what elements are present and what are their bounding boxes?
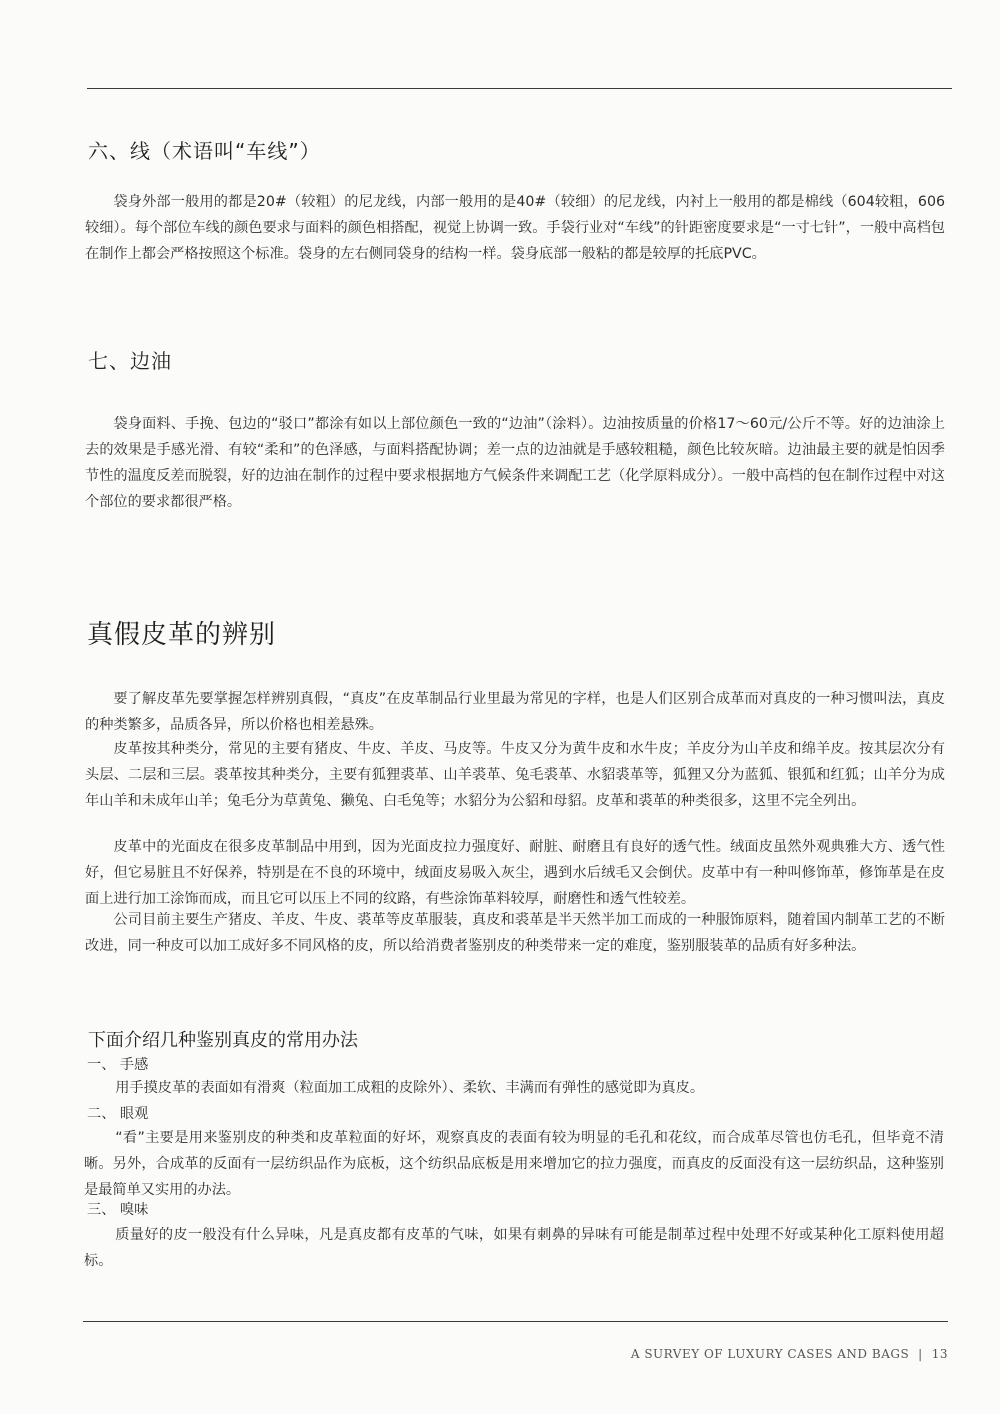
paragraph-leather-4: 公司目前主要生产猪皮、羊皮、牛皮、裘革等皮革服装，真皮和裘革是半天然半加工而成的一种服饰原料，随着国内制革工艺的不断改进，同一种皮可以加工成好多不同风格的皮，所以给消费者鉴别皮的种类带来一定的难度，鉴别服装革的品质有好多种法。 <box>85 912 945 954</box>
methods-heading: 下面介绍几种鉴别真皮的常用办法 <box>88 1030 358 1051</box>
top-rule <box>87 88 952 89</box>
method-text-smell: 质量好的皮一般没有什么异味，凡是真皮都有皮革的气味，如果有刺鼻的异味有可能是制革过程中处理不好或某种化工原料使用超标。 <box>84 1227 944 1269</box>
footer-separator: | <box>918 1347 923 1361</box>
page-footer <box>631 1347 948 1361</box>
method-text-look: “看”主要是用来鉴别皮的种类和皮革粒面的好坏，观察真皮的表面有较为明显的毛孔和花纹，而合成革尽管也仿毛孔，但毕竟不清晰。另外，合成革的反面有一层纺织品作为底板，这个纺织品底板是用来增加它的拉力强度，而真皮的反面没有这一层纺织品，这种鉴别是最简单又实用的办法。 <box>84 1130 944 1198</box>
paragraph-leather-3: 皮革中的光面皮在很多皮革制品中用到，因为光面皮拉力强度好、耐脏、耐磨且有良好的透气性。绒面皮虽然外观典雅大方、透气性好，但它易脏且不好保养，特别是在不良的环境中，绒面皮易吸入灰尘，遇到水后绒毛又会倒伏。皮革中有一种叫修饰革，修饰革是在皮面上进行加工涂饰而成，而且它可以压上不同的纹路，有些涂饰革料较厚，耐磨性和透气性较差。 <box>85 839 945 907</box>
method-label-look: 二、 眼观 <box>87 1106 149 1122</box>
method-text-touch: 用手摸皮革的表面如有滑爽（粒面加工成粗的皮除外）、柔软、丰满而有弹性的感觉即为真皮。 <box>115 1080 705 1096</box>
paragraph-leather-1: 要了解皮革先要掌握怎样辨别真假，“真皮”在皮革制品行业里最为常见的字样，也是人们区别合成革而对真皮的一种习惯叫法，真皮的种类繁多，品质各异，所以价格也相差悬殊。 <box>85 691 945 733</box>
paragraph-leather-2: 皮革按其种类分，常见的主要有猪皮、牛皮、羊皮、马皮等。牛皮又分为黄牛皮和水牛皮；羊皮分为山羊皮和绵羊皮。按其层次分有头层、二层和三层。裘革按其种类分，主要有狐狸裘革、山羊裘革、兔毛裘革、水貂裘革等，狐狸又分为蓝狐、银狐和红狐；山羊分为成年山羊和未成年山羊；兔毛分为草黄兔、獭兔、白毛兔等；水貂分为公貂和母貂。皮革和裘革的种类很多，这里不完全列出。 <box>85 741 945 809</box>
page-number: 13 <box>931 1347 948 1361</box>
paragraph-edge-oil: 袋身面料、手挽、包边的“驳口”都涂有如以上部位颜色一致的“边油”（涂料）。边油按质量的价格17～60元/公斤不等。好的边油涂上去的效果是手感光滑、有较“柔和”的色泽感，与面料搭配协调；差一点的边油就是手感较粗糙，颜色比较灰暗。边油最主要的就是怕因季节性的温度反差而脱裂，好的边油在制作的过程中要求根据地方气候条件来调配工艺（化学原料成分）。一般中高档的包在制作过程中对这个部位的要求都很严格。 <box>85 416 945 510</box>
paragraph-thread: 袋身外部一般用的都是20#（较粗）的尼龙线，内部一般用的是40#（较细）的尼龙线，内衬上一般用的都是棉线（604较粗，606较细）。每个部位车线的颜色要求与面料的颜色相搭配，视觉上协调一致。手袋行业对“车线”的针距密度要求是“一寸七针”，一般中高档包在制作上都会严格按照这个标准。袋身的左右侧同袋身的结构一样。袋身底部一般粘的都是较厚的托底PVC。 <box>85 194 945 262</box>
publication-title: A SURVEY OF LUXURY CASES AND BAGS <box>630 1347 910 1361</box>
article-title: 真假皮革的辨别 <box>87 620 277 650</box>
method-label-touch: 一、 手感 <box>87 1057 149 1073</box>
bottom-rule <box>83 1321 948 1322</box>
section-heading-edge-oil: 七、边油 <box>88 349 172 373</box>
method-label-smell: 三、 嗅味 <box>87 1202 149 1218</box>
section-heading-thread: 六、线（术语叫“车线”） <box>88 139 321 163</box>
